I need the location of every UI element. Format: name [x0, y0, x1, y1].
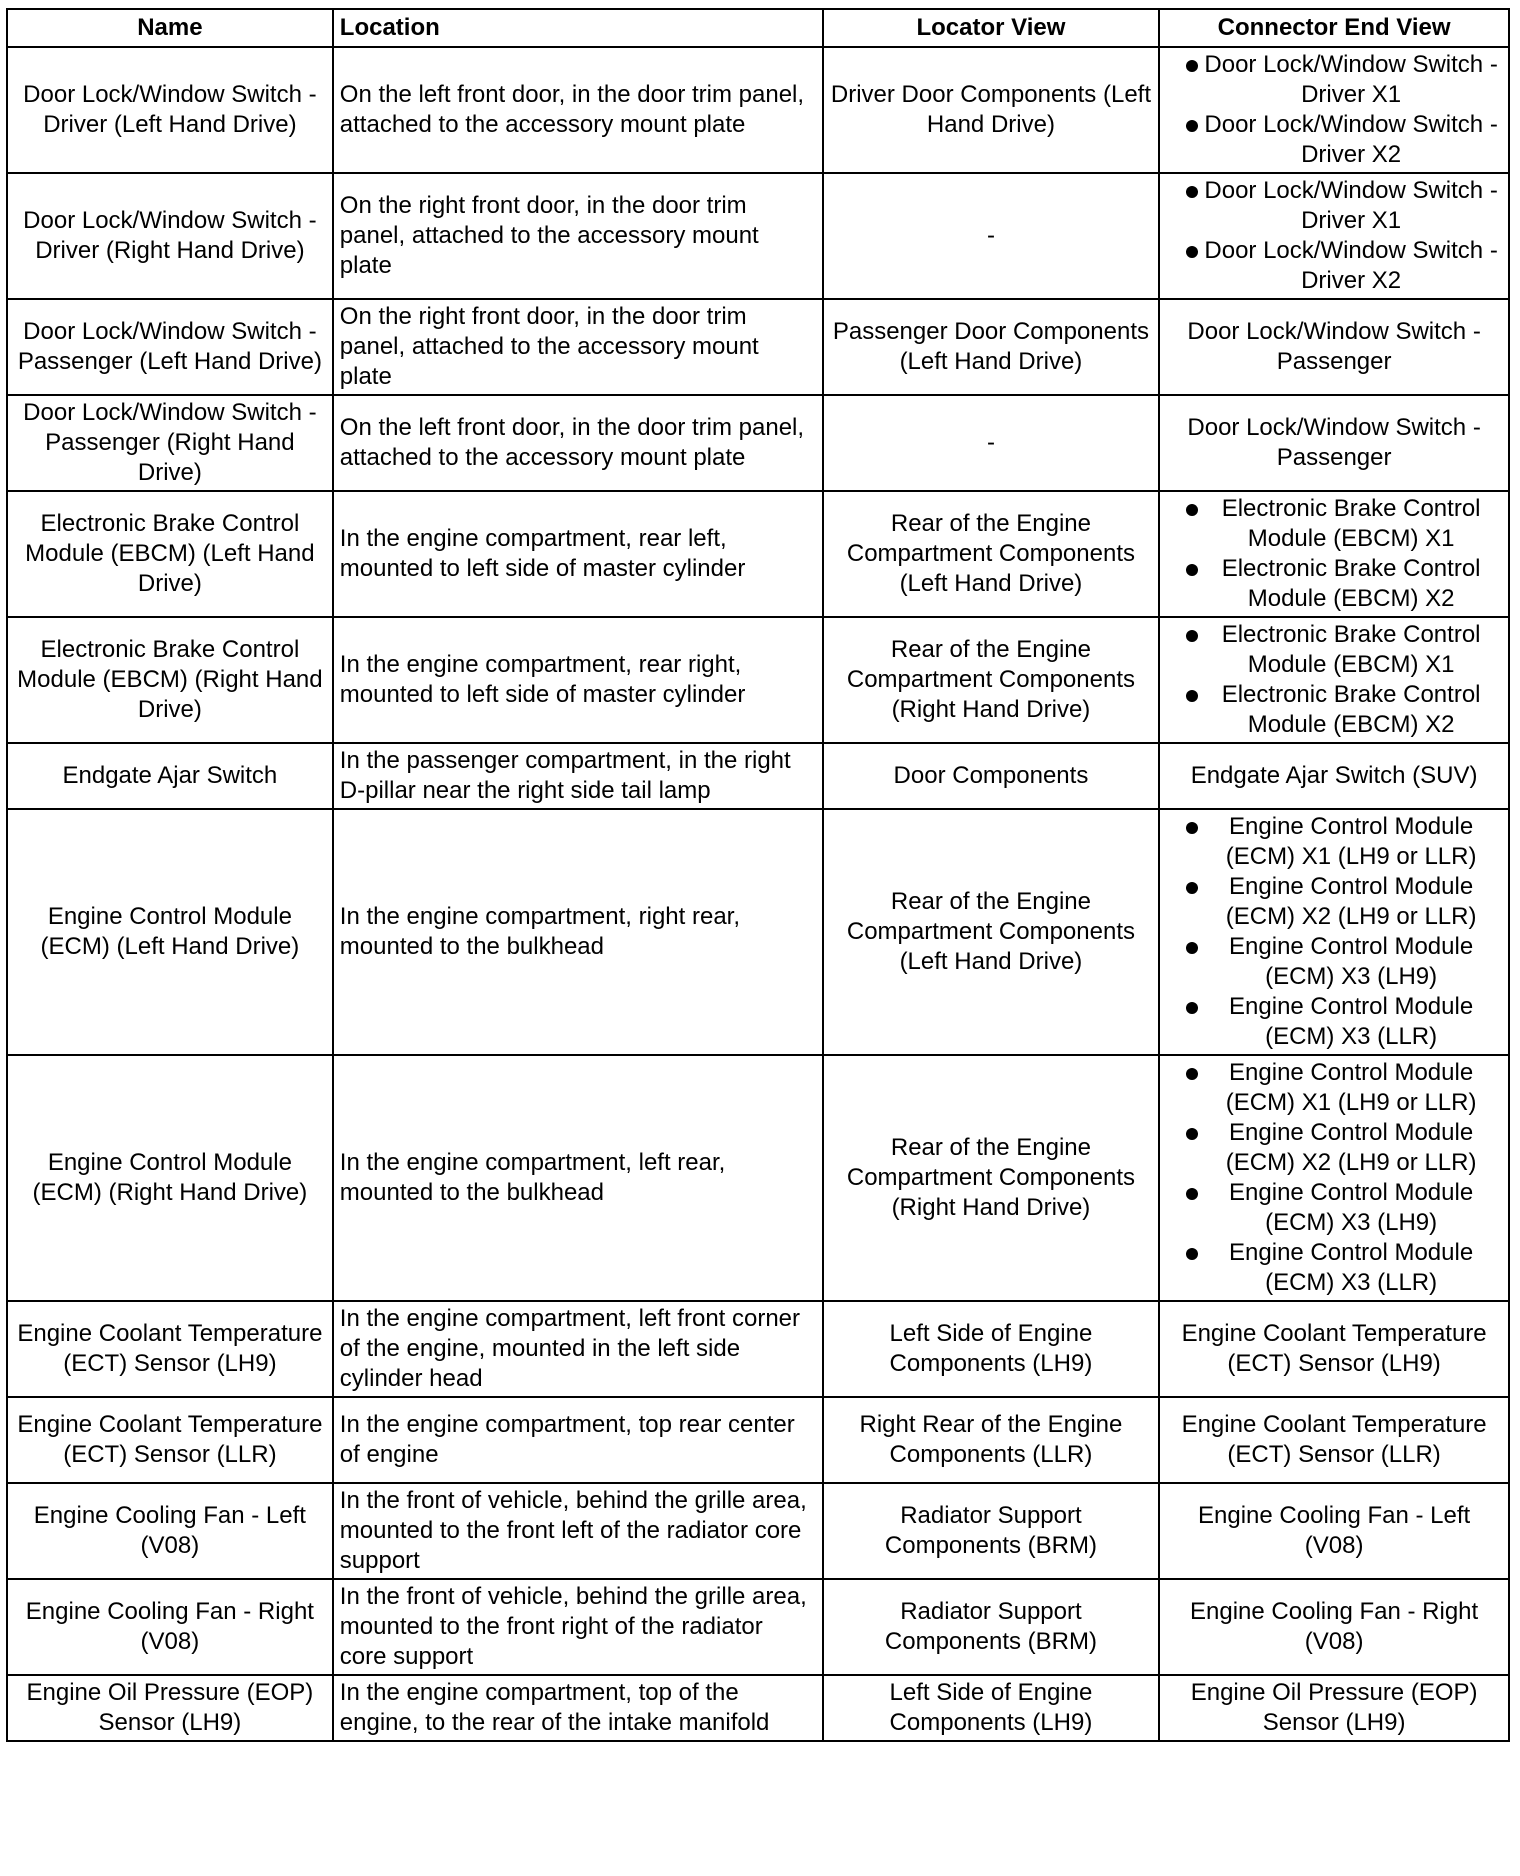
- cell-name: Door Lock/Window Switch - Passenger (Right Hand Drive): [7, 395, 333, 491]
- cell-name: Door Lock/Window Switch - Driver (Right Hand Drive): [7, 173, 333, 299]
- component-locator-table: [6, 8, 1510, 1742]
- cell-location: In the engine compartment, left rear, mounted to the bulkhead: [333, 1055, 823, 1301]
- cell-locator-view: Door Components: [823, 743, 1160, 809]
- cell-name: Engine Oil Pressure (EOP) Sensor (LH9): [7, 1675, 333, 1741]
- cell-locator-view: Left Side of Engine Components (LH9): [823, 1675, 1160, 1741]
- connector-item: Electronic Brake Control Module (EBCM) X2: [1166, 554, 1502, 614]
- table-row: [7, 617, 1509, 743]
- cell-connector-end-view: Engine Cooling Fan - Left (V08): [1159, 1483, 1509, 1579]
- connector-item: Engine Control Module (ECM) X1 (LH9 or LLR): [1166, 812, 1502, 872]
- cell-locator-view: Driver Door Components (Left Hand Drive): [823, 47, 1160, 173]
- table-row: [7, 173, 1509, 299]
- header-row: [7, 9, 1509, 47]
- table-row: [7, 743, 1509, 809]
- cell-connector-end-view: Endgate Ajar Switch (SUV): [1159, 743, 1509, 809]
- connector-item: Engine Control Module (ECM) X1 (LH9 or LLR): [1166, 1058, 1502, 1118]
- table-row: [7, 1055, 1509, 1301]
- connector-item: Door Lock/Window Switch - Driver X2: [1166, 110, 1502, 170]
- cell-location: In the engine compartment, rear right, mounted to left side of master cylinder: [333, 617, 823, 743]
- cell-location: On the right front door, in the door trim panel, attached to the accessory mount plate: [333, 299, 823, 395]
- connector-item: Door Lock/Window Switch - Driver X1: [1166, 50, 1502, 110]
- cell-locator-view: Passenger Door Components (Left Hand Drive): [823, 299, 1160, 395]
- table-row: [7, 491, 1509, 617]
- cell-connector-end-view: [1159, 173, 1509, 299]
- cell-name: Engine Control Module (ECM) (Right Hand Drive): [7, 1055, 333, 1301]
- cell-name: Engine Coolant Temperature (ECT) Sensor (LH9): [7, 1301, 333, 1397]
- cell-locator-view: -: [823, 395, 1160, 491]
- connector-item: Door Lock/Window Switch - Driver X2: [1166, 236, 1502, 296]
- cell-connector-end-view: [1159, 617, 1509, 743]
- cell-location: In the front of vehicle, behind the grille area, mounted to the front right of the radiator core support: [333, 1579, 823, 1675]
- cell-name: Electronic Brake Control Module (EBCM) (Right Hand Drive): [7, 617, 333, 743]
- cell-connector-end-view: Engine Oil Pressure (EOP) Sensor (LH9): [1159, 1675, 1509, 1741]
- connector-item: Engine Control Module (ECM) X3 (LH9): [1166, 1178, 1502, 1238]
- connector-item: Engine Control Module (ECM) X2 (LH9 or LLR): [1166, 872, 1502, 932]
- connector-item: Engine Control Module (ECM) X3 (LLR): [1166, 1238, 1502, 1298]
- table-row: [7, 395, 1509, 491]
- cell-locator-view: Rear of the Engine Compartment Components (Right Hand Drive): [823, 1055, 1160, 1301]
- table-row: [7, 1579, 1509, 1675]
- table-row: [7, 1397, 1509, 1483]
- cell-location: In the front of vehicle, behind the grille area, mounted to the front left of the radiator core support: [333, 1483, 823, 1579]
- header-connector-end-view: Connector End View: [1159, 9, 1509, 47]
- cell-location: On the right front door, in the door trim panel, attached to the accessory mount plate: [333, 173, 823, 299]
- cell-name: Engine Coolant Temperature (ECT) Sensor (LLR): [7, 1397, 333, 1483]
- cell-connector-end-view: Door Lock/Window Switch - Passenger: [1159, 395, 1509, 491]
- cell-locator-view: Left Side of Engine Components (LH9): [823, 1301, 1160, 1397]
- cell-location: In the engine compartment, top of the engine, to the rear of the intake manifold: [333, 1675, 823, 1741]
- cell-location: In the engine compartment, rear left, mounted to left side of master cylinder: [333, 491, 823, 617]
- cell-connector-end-view: Engine Coolant Temperature (ECT) Sensor (LH9): [1159, 1301, 1509, 1397]
- connector-item: Engine Control Module (ECM) X3 (LH9): [1166, 932, 1502, 992]
- cell-name: Engine Control Module (ECM) (Left Hand Drive): [7, 809, 333, 1055]
- connector-item: Engine Control Module (ECM) X2 (LH9 or LLR): [1166, 1118, 1502, 1178]
- cell-connector-end-view: [1159, 1055, 1509, 1301]
- table-row: [7, 299, 1509, 395]
- table-row: [7, 1301, 1509, 1397]
- cell-locator-view: -: [823, 173, 1160, 299]
- cell-locator-view: Rear of the Engine Compartment Components (Left Hand Drive): [823, 491, 1160, 617]
- cell-location: On the left front door, in the door trim panel, attached to the accessory mount plate: [333, 395, 823, 491]
- cell-name: Door Lock/Window Switch - Passenger (Left Hand Drive): [7, 299, 333, 395]
- header-name: Name: [7, 9, 333, 47]
- connector-item: Electronic Brake Control Module (EBCM) X2: [1166, 680, 1502, 740]
- header-location: Location: [333, 9, 823, 47]
- cell-connector-end-view: [1159, 47, 1509, 173]
- cell-locator-view: Radiator Support Components (BRM): [823, 1579, 1160, 1675]
- cell-name: Electronic Brake Control Module (EBCM) (Left Hand Drive): [7, 491, 333, 617]
- connector-item: Door Lock/Window Switch - Driver X1: [1166, 176, 1502, 236]
- table-row: [7, 1483, 1509, 1579]
- connector-item: Electronic Brake Control Module (EBCM) X1: [1166, 494, 1502, 554]
- table-row: [7, 809, 1509, 1055]
- cell-connector-end-view: Engine Cooling Fan - Right (V08): [1159, 1579, 1509, 1675]
- cell-location: In the passenger compartment, in the right D-pillar near the right side tail lamp: [333, 743, 823, 809]
- cell-name: Engine Cooling Fan - Left (V08): [7, 1483, 333, 1579]
- cell-location: In the engine compartment, right rear, mounted to the bulkhead: [333, 809, 823, 1055]
- cell-locator-view: Rear of the Engine Compartment Components (Left Hand Drive): [823, 809, 1160, 1055]
- table-row: [7, 47, 1509, 173]
- cell-name: Endgate Ajar Switch: [7, 743, 333, 809]
- cell-connector-end-view: Door Lock/Window Switch - Passenger: [1159, 299, 1509, 395]
- cell-locator-view: Rear of the Engine Compartment Components (Right Hand Drive): [823, 617, 1160, 743]
- cell-location: In the engine compartment, left front corner of the engine, mounted in the left side cylinder head: [333, 1301, 823, 1397]
- cell-location: In the engine compartment, top rear center of engine: [333, 1397, 823, 1483]
- table-row: [7, 1675, 1509, 1741]
- cell-name: Door Lock/Window Switch - Driver (Left Hand Drive): [7, 47, 333, 173]
- connector-item: Engine Control Module (ECM) X3 (LLR): [1166, 992, 1502, 1052]
- cell-connector-end-view: Engine Coolant Temperature (ECT) Sensor (LLR): [1159, 1397, 1509, 1483]
- cell-connector-end-view: [1159, 809, 1509, 1055]
- cell-location: On the left front door, in the door trim panel, attached to the accessory mount plate: [333, 47, 823, 173]
- connector-item: Electronic Brake Control Module (EBCM) X1: [1166, 620, 1502, 680]
- cell-locator-view: Radiator Support Components (BRM): [823, 1483, 1160, 1579]
- cell-connector-end-view: [1159, 491, 1509, 617]
- header-locator-view: Locator View: [823, 9, 1160, 47]
- cell-name: Engine Cooling Fan - Right (V08): [7, 1579, 333, 1675]
- cell-locator-view: Right Rear of the Engine Components (LLR): [823, 1397, 1160, 1483]
